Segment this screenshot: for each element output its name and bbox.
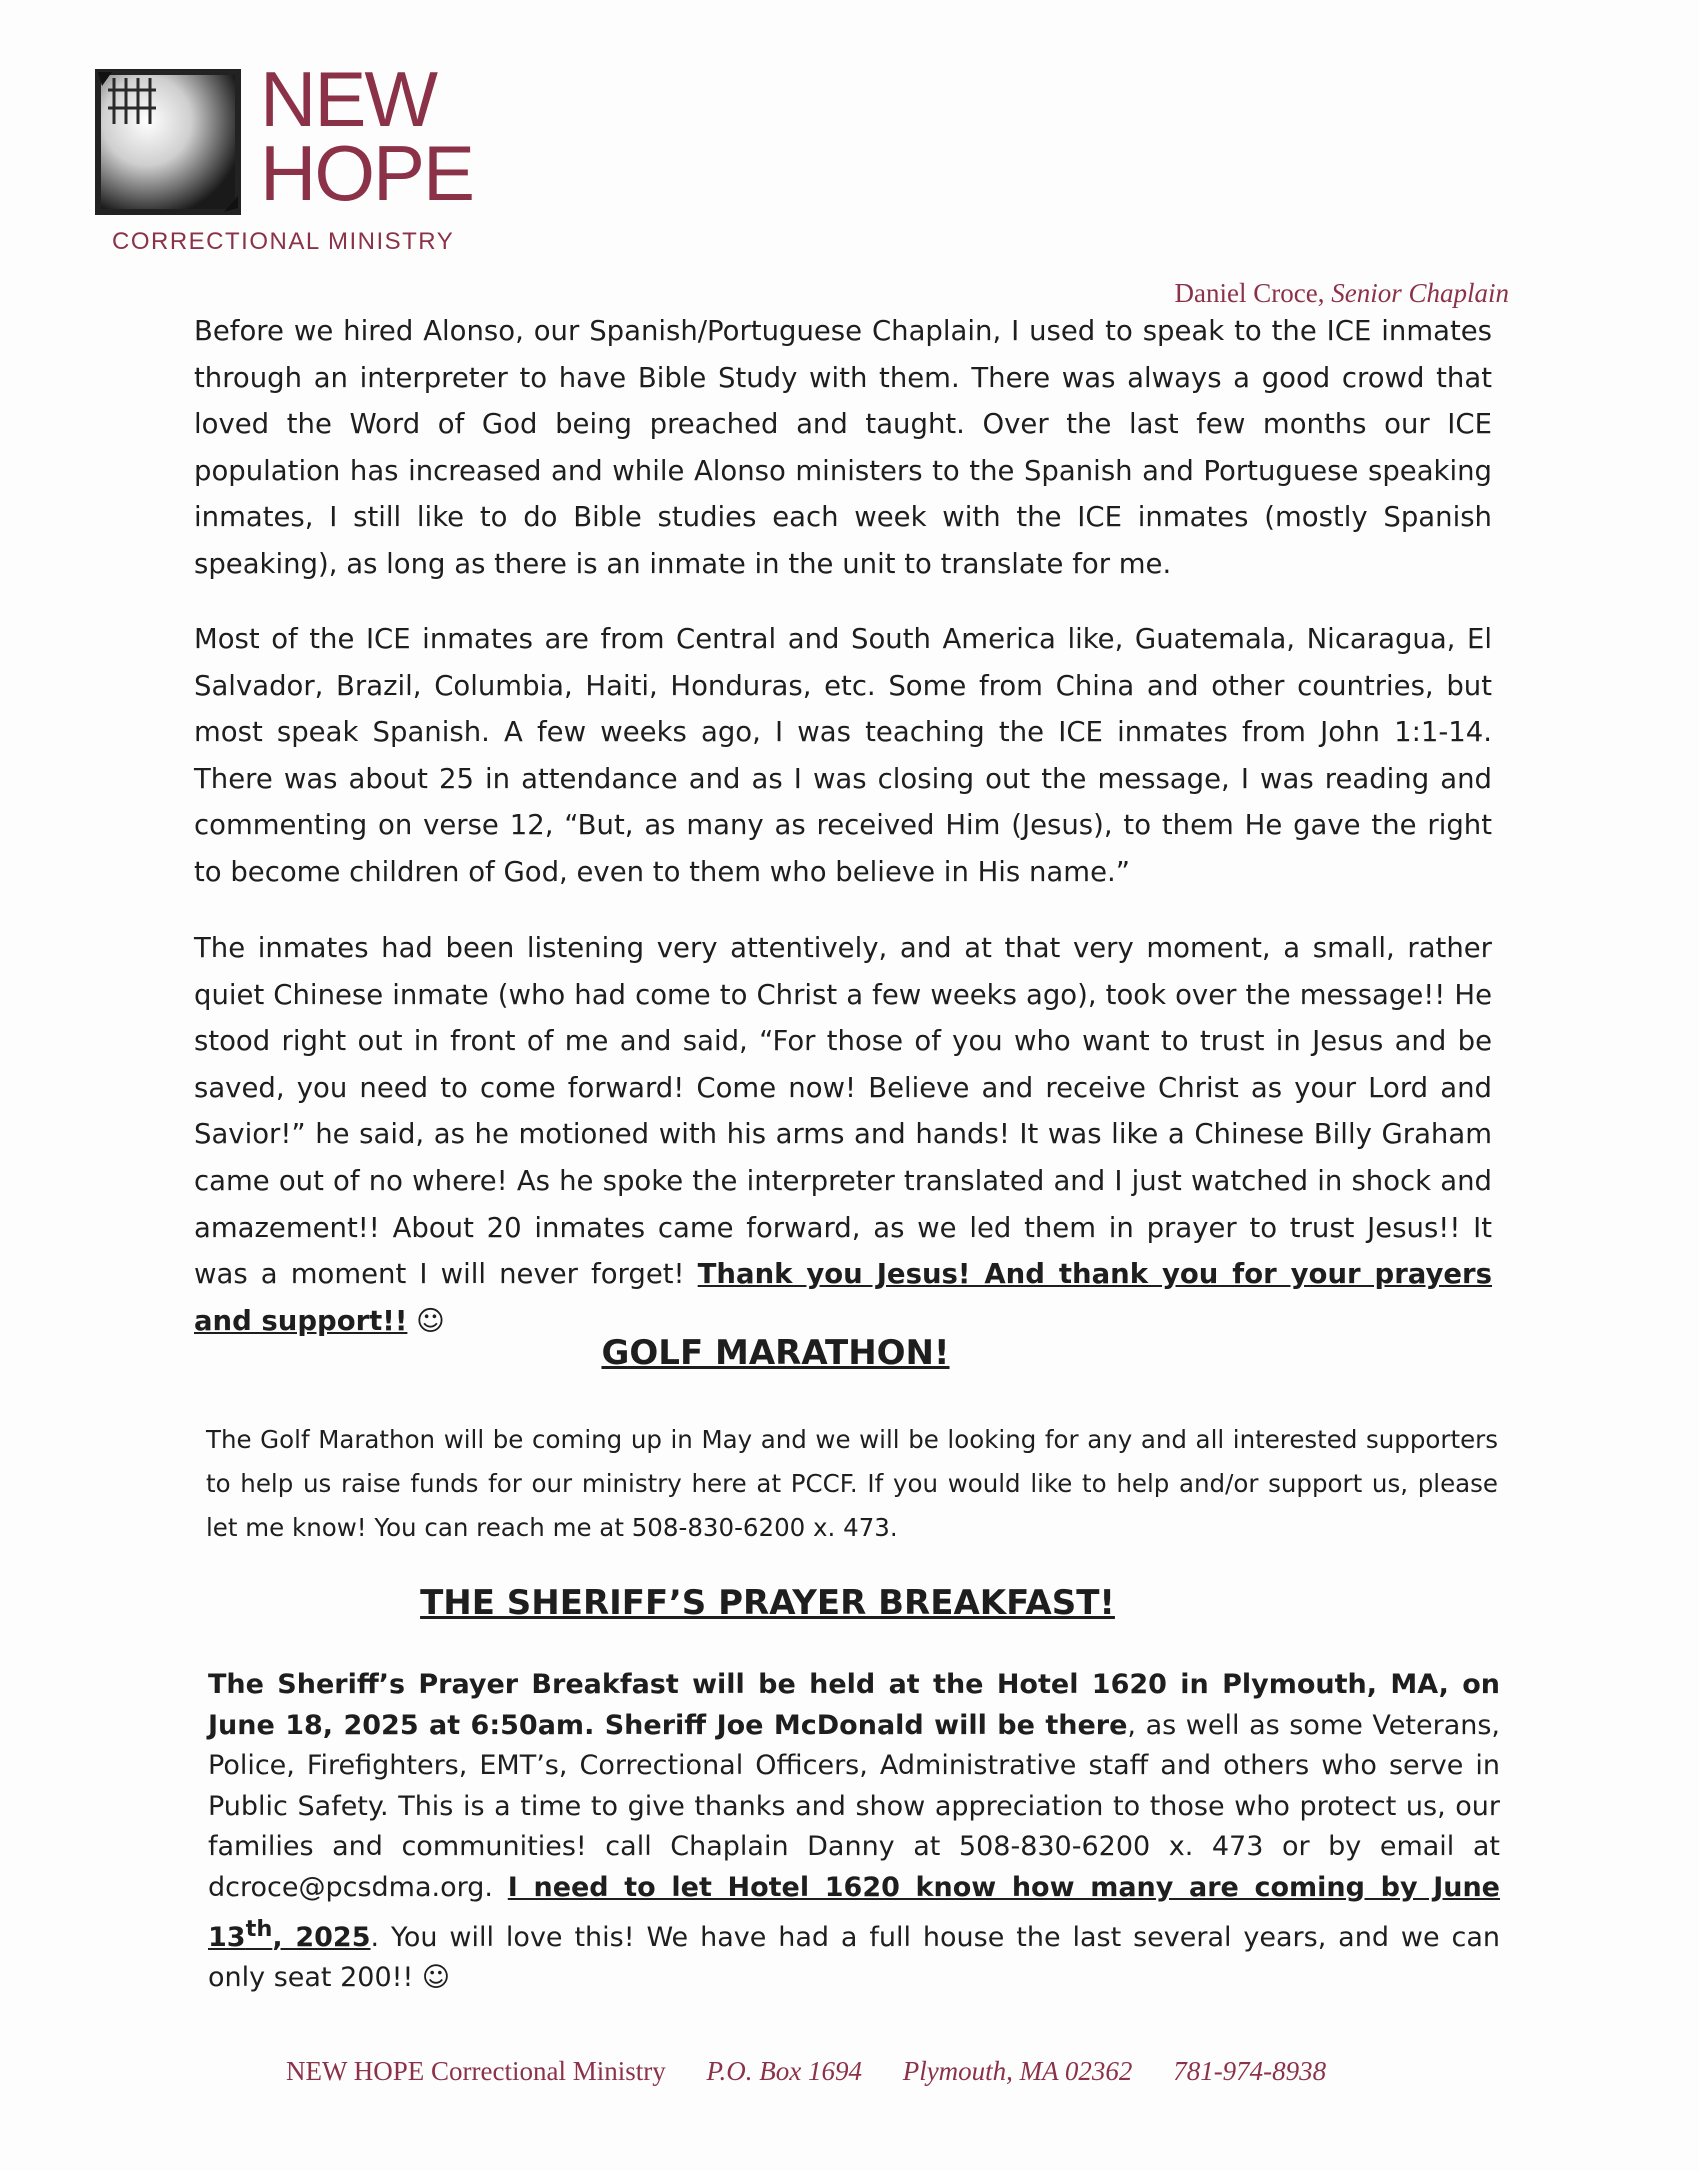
golf-marathon-heading: GOLF MARATHON! [601,1333,950,1373]
footer-pobox: P.O. Box 1694 [706,2056,862,2086]
smiley-icon: ☺ [416,1304,445,1337]
letterhead-footer [286,2056,1486,2087]
breakfast-details-bold: The Sheriff’s Prayer Breakfast will be held at the Hotel 1620 in Plymouth, MA, on June 18, 2025 at 6:50am. Sheriff Joe McDonald will be there [208,1669,1500,1741]
prayer-breakfast-heading: THE SHERIFF’S PRAYER BREAKFAST! [420,1583,1115,1623]
footer-city: Plymouth, MA 02362 [902,2056,1133,2086]
breakfast-closing-text: . You will love this! We have had a full house the last several years, and we can only seat 200!! [208,1921,1500,1994]
rsvp-deadline-suffix: th [245,1915,273,1942]
barred-window-icon [92,68,242,218]
thanks-statement: Thank you Jesus! And thank you for your prayers and support!! [194,1258,1492,1337]
breakfast-details-text: , as well as some Veterans, Police, Firefighters, EMT’s, Correctional Officers, Administrative staff and others who serve in Public Safety. This is a time to give thanks and show appreciation to those who protect us, our families and communities! call Chaplain Danny at 508-830-6200 x. 473 or by email at dcroce@pcsdma.org. [208,1709,1500,1903]
smiley-icon: ☺ [421,1962,451,1994]
testimony-text: The inmates had been listening very attentively, and at that very moment, a small, rather quiet Chinese inmate (who had come to Christ a few weeks ago), took over the message!! He stood right out in front of me and said, “For those of you who want to trust in Jesus and be saved, you need to come forward! Come now! Believe and receive Christ as your Lord and Savior!” he said, as he motioned with his arms and hands! It was like a Chinese Billy Graham came out of no where! As he spoke the interpreter translated and I just watched in shock and amazement!! About 20 inmates came forward, as we led them in prayer to trust Jesus!! It was a moment I will never forget! [194,932,1492,1291]
footer-phone: 781-974-8938 [1173,2056,1327,2086]
rsvp-deadline-year: , 2025 [272,1921,371,1953]
chaplain-signature [1175,278,1509,309]
footer-org: NEW HOPE Correctional Ministry [286,2056,666,2086]
logo-subtitle: CORRECTIONAL MINISTRY [112,228,455,255]
logo-word-hope: HOPE [260,129,474,217]
paragraph-golf-marathon: The Golf Marathon will be coming up in May and we will be looking for any and all interested supporters to help us raise funds for our ministry here at PCCF. If you would like to help and/or support us, please let me know! You can reach me at 508-830-6200 x. 473. [206,1425,1498,1542]
rsvp-deadline-text: I need to let Hotel 1620 know how many are coming by June 13 [208,1871,1500,1953]
paragraph-ice-bible-study: Before we hired Alonso, our Spanish/Portuguese Chaplain, I used to speak to the ICE inmates through an interpreter to have Bible Study with them. There was always a good crowd that loved the Word of God being preached and taught. Over the last few months our ICE population has increased and while Alonso ministers to the Spanish and Portuguese speaking inmates, I still like to do Bible studies each week with the ICE inmates (mostly Spanish speaking), as long as there is an inmate in the unit to translate for me. [194,315,1492,580]
paragraph-prayer-breakfast [208,1665,1500,1999]
chaplain-role: Senior Chaplain [1331,278,1509,308]
logo-word-new: NEW [260,55,436,143]
paragraph-chinese-inmate-testimony [194,925,1492,1344]
ministry-logo [92,55,512,262]
chaplain-name: Daniel Croce, [1174,278,1325,308]
paragraph-ice-inmates-origin: Most of the ICE inmates are from Central and South America like, Guatemala, Nicaragua, El Salvador, Brazil, Columbia, Haiti, Honduras, etc. Some from China and other countries, but most speak Spanish. A few weeks ago, I was teaching the ICE inmates from John 1:1-14. There was about 25 in attendance and as I was closing out the message, I was reading and commenting on verse 12, “But, as many as received Him (Jesus), to them He gave the right to become children of God, even to them who believe in His name.” [194,623,1492,888]
